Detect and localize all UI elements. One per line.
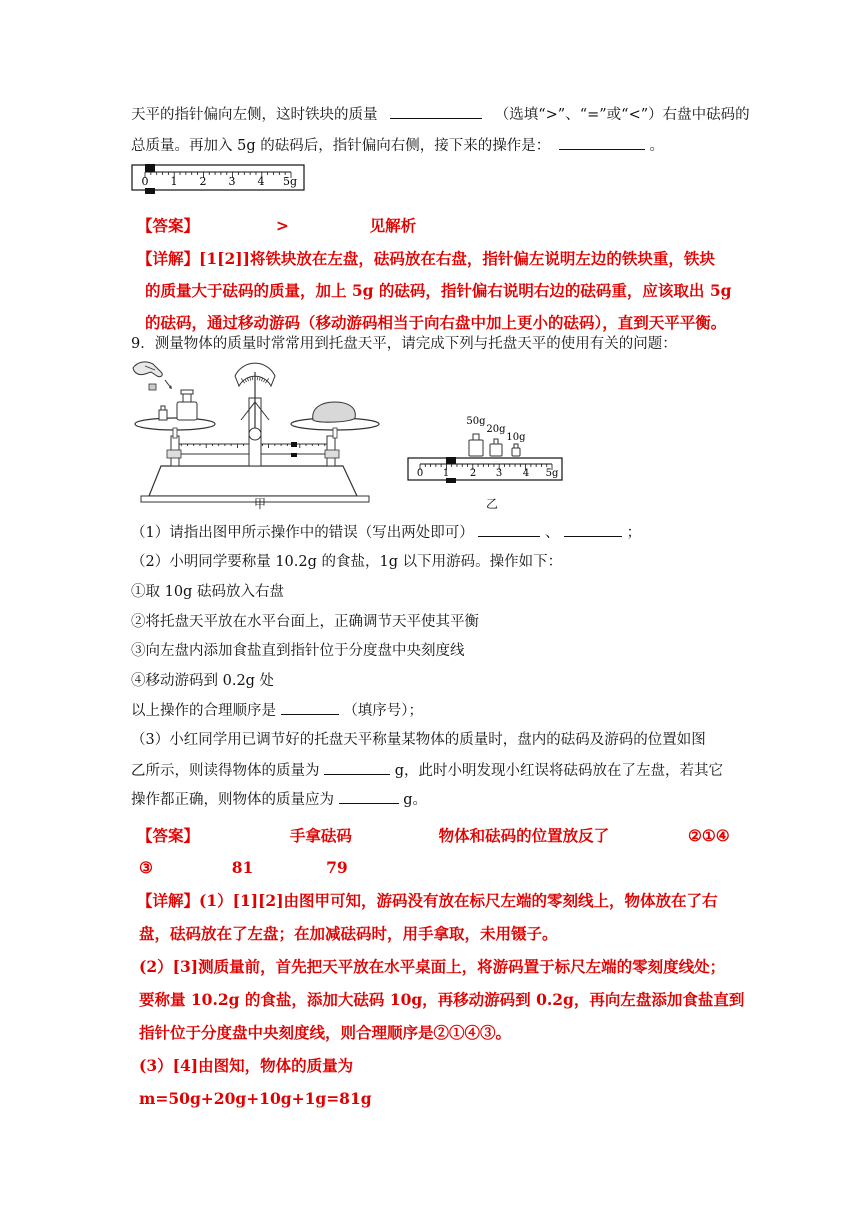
q8-answer	[137, 216, 416, 236]
q9-text: 操作都正确，则物体的质量应为	[131, 792, 334, 808]
answer-value: ②①④	[687, 826, 730, 845]
tick-label: 4	[522, 468, 530, 479]
q9-text: 乙所示，则读得物体的质量为	[131, 763, 320, 779]
q9-sub3-line-3	[131, 789, 427, 810]
q9-detail-1	[137, 891, 718, 911]
weight-20g-icon	[490, 439, 502, 456]
tick-label: 5g	[282, 175, 298, 188]
beam-rider	[291, 453, 297, 457]
answer-value: 手拿砝码	[289, 826, 352, 845]
answer-label: 【答案】	[137, 216, 200, 235]
weight-label: 10g	[506, 432, 526, 443]
object-rock	[313, 402, 356, 422]
q8-blank-2[interactable]	[559, 135, 645, 150]
q8-blank-1[interactable]	[390, 104, 482, 119]
q9-sub3-line-2	[131, 760, 723, 781]
answer-value: 81	[231, 858, 254, 877]
q8-text: （选填“>”、“=”或“<”）右盘中砝码的	[494, 107, 750, 123]
q9-text: （1）请指出图甲所示操作中的错误（写出两处即可）	[131, 525, 474, 541]
q9-step-1: ①取 10g 砝码放入右盘	[131, 584, 284, 600]
tick-label: 0	[416, 468, 424, 479]
tick-label: 1	[442, 468, 450, 479]
tick-label: 0	[141, 175, 149, 188]
q8-detail-3: 的砝码，通过移动游码（移动游码相当于向右盘中加上更小的砝码），直到天平平衡。	[145, 313, 727, 332]
answer-value: ③	[139, 858, 153, 877]
weight-50g-icon	[469, 434, 483, 456]
q9-detail-6: (3）[4]由图知，物体的质量为	[139, 1056, 354, 1075]
tick-label: 5g	[545, 468, 559, 479]
balance-base	[149, 466, 357, 496]
tick-label: 3	[228, 175, 236, 188]
q9-blank-2[interactable]	[564, 522, 622, 537]
q9-stem: 9．测量物体的质量时常常用到托盘天平，请完成下列与托盘天平的使用有关的问题：	[131, 336, 677, 352]
detail-text: [1[2]]将铁块放在左盘，砝码放在右盘，指针偏左说明左边的铁块重，铁块	[199, 249, 715, 268]
weight-label: 20g	[486, 424, 506, 435]
q9-text: （填序号）；	[343, 703, 423, 719]
q9-step-2: ②将托盘天平放在水平台面上，正确调节天平使其平衡	[131, 614, 479, 630]
q9-detail-3: (2）[3]测质量前，首先把天平放在水平桌面上，将游码置于标尺左端的零刻度线处；	[139, 957, 726, 976]
q9-detail-4: 要称量 10.2g 的食盐，添加大砝码 10g，再移动游码到 0.2g，再向左盘添加食盐直到	[139, 990, 745, 1009]
q9-step-4: ④移动游码到 0.2g 处	[131, 673, 275, 689]
q9-detail-7: m=50g+20g+10g+1g=81g	[139, 1089, 372, 1108]
answer-label: 【答案】	[137, 826, 200, 845]
tick-label: 2	[469, 468, 477, 479]
q9-step-3: ③向左盘内添加食盐直到指针位于分度盘中央刻度线	[131, 643, 465, 659]
dial-tick	[245, 379, 246, 382]
detail-text: (1）[1][2]由图甲可知，游码没有放在标尺左端的零刻线上，物体放在了右	[199, 891, 718, 910]
answer-value: >	[275, 216, 289, 235]
q9-text: g，此时小明发现小红误将砝码放在了左盘，若其它	[394, 763, 723, 779]
q8-detail-2: 的质量大于砝码的质量，加上 5g 的砝码，指针偏右说明右边的砝码重，应该取出 5g	[145, 281, 732, 300]
q8-text: 。	[649, 138, 664, 154]
dial-tick	[250, 378, 251, 381]
q9-text: g。	[403, 792, 428, 808]
q8-detail-1	[137, 249, 715, 269]
dial-tick	[263, 379, 264, 382]
q8-text: 总质量。再加入 5g 的砝码后，指针偏向右侧，接下来的操作是：	[131, 138, 551, 154]
weight-icon	[159, 390, 197, 420]
q8-text: 天平的指针偏向左侧，这时铁块的质量	[131, 107, 378, 123]
q8-line-2	[131, 135, 664, 156]
q9-answer-line-2	[139, 858, 348, 878]
detail-label: 【详解】	[137, 891, 200, 910]
weight-label: 50g	[466, 416, 486, 427]
tick-label: 4	[257, 175, 265, 188]
rider-top	[446, 457, 456, 464]
detail-label: 【详解】	[137, 249, 200, 268]
tick-label: 3	[495, 468, 503, 479]
rider-bottom	[145, 188, 155, 194]
q9-answer-line-1	[137, 826, 730, 846]
q9-text: ；	[626, 525, 642, 541]
figure-balance-jia	[131, 358, 391, 510]
q9-blank-3[interactable]	[281, 700, 339, 715]
rider-top	[145, 164, 155, 172]
weight-10g-icon	[512, 444, 520, 456]
figure-label-yi: 乙	[486, 497, 499, 511]
q9-sub3-line-1: （3）小红同学用已调节好的托盘天平称量某物体的质量时，盘内的砝码及游码的位置如图	[131, 732, 706, 748]
figure-weights-yi	[406, 412, 566, 484]
q9-blank-4[interactable]	[324, 760, 390, 775]
ruler-frame	[408, 458, 562, 480]
tick-label: 1	[170, 175, 178, 188]
q9-detail-5: 指针位于分度盘中央刻度线，则合理顺序是②①④③。	[139, 1023, 512, 1042]
hand-icon	[133, 362, 172, 390]
q9-blank-1[interactable]	[478, 522, 540, 537]
beam-rider	[291, 442, 297, 447]
dial-tick	[261, 378, 262, 381]
ruler-frame	[132, 165, 304, 190]
dial-tick	[259, 378, 260, 381]
figure-label-jia: 甲	[254, 497, 267, 511]
q9-sub2: （2）小明同学要称量 10.2g 的食盐，1g 以下用游码。操作如下：	[131, 554, 563, 570]
answer-value: 79	[326, 858, 348, 877]
q9-text: 以上操作的合理顺序是	[131, 703, 276, 719]
q9-order	[131, 700, 423, 721]
q9-blank-5[interactable]	[339, 789, 399, 804]
tick-label: 2	[199, 175, 207, 188]
answer-value: 见解析	[369, 216, 417, 235]
q9-text: 、	[544, 525, 560, 541]
q9-sub1	[131, 522, 641, 543]
answer-value: 物体和砝码的位置放反了	[438, 826, 610, 845]
q8-ruler-figure	[131, 160, 307, 196]
q8-line-1	[131, 104, 750, 125]
dial-tick	[247, 378, 248, 381]
q9-detail-2: 盘，砝码放在了左盘；在加减砝码时，用手拿取，未用镊子。	[139, 924, 558, 943]
